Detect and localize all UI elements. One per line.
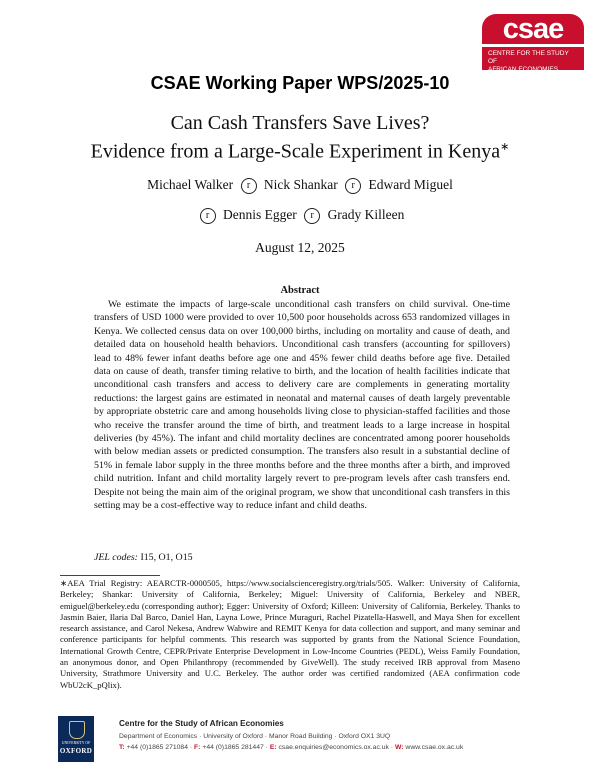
jel-label: JEL codes:	[94, 552, 138, 563]
fax-label: F:	[194, 743, 201, 751]
author-name: Edward Miguel	[368, 177, 453, 192]
phone-value: +44 (0)1865 271084	[126, 743, 188, 751]
csae-logo-line1: CENTRE FOR THE STUDY OF	[488, 50, 569, 65]
title-footnote-mark: ∗	[500, 141, 510, 153]
phone-label: T:	[119, 743, 125, 751]
web-link[interactable]: www.csae.ox.ac.uk	[405, 743, 464, 751]
footnote: ∗AEA Trial Registry: AEARCTR-0000505, https://www.socialscienceregistry.org/trials/505. Walker: University of California, Berkeley; Shankar: University of California, Berkeley; Miguel: University of California, Berkeley and NBER, emiguel@berkeley.edu (corresponding author); Egger: University of Oxford; Killeen: University of California, Berkeley. Thanks to Jasmin Baier, Ilaria Dal Barco, Daniel Han, Layna Lowe, Prince Muraguri, Rachel Pizatella-Haswell, and Maya Shen for excellent research assistance, and Carol Nekesa, Andrew Wabwire and REMIT Kenya for data collection and support, and many seminar and conference participants for helpful comments. This research was supported by grants from the National Science Foundation, International Growth Centre, CEPR/Private Enterprise Development in Low-Income Countries (PEDL), Weiss Family Foundation, an anonymous donor, and Open Philanthropy (recommended by GiveWell). The study received IRB approval from Maseno University, Strathmore University and U.C. Berkeley. The author order was certified randomized (AEA confirmation code WbU2cK_pQlix).	[60, 578, 520, 690]
footer-contacts: T: +44 (0)1865 271084 · F: +44 (0)1865 281447 · E: csae.enquiries@economics.ox.ac.uk · W: www.csae.ox.ac.uk	[119, 743, 464, 751]
abstract-text: We estimate the impacts of large-scale unconditional cash transfers on child survival. One-time transfers of USD 1000 were provided to over 10,500 poor households across 653 randomized villages in Kenya. We collected census data on over 100,000 births, including on mortality and cause of death, and detailed data on household health behaviors. Unconditional cash transfers (accounting for spillovers) lead to 48% fewer infant deaths before age one and 45% fewer child deaths before age five. Detailed data on cause of death, transfer timing relative to birth, and the location of health facilities indicate that unconditional cash transfers and access to delivery care are complements in generating mortality reductions: the largest gains are estimated in neonatal and maternal causes of death largely preventable by appropriate obstetric care and among households living close to physician-staffed facilities and those who receive the transfer around the time of birth, and treatment leads to a large increase in hospital deliveries (by 45%). The infant and child mortality declines are concentrated among poorer households with below median assets or predicted consumption. The transfers also result in a substantial decline of 51% in female labor supply in the three months before and the three months after a birth, and improved child nutrition. Infant and child mortality largely revert to pre-program levels after cash transfers end. Despite not being the main aim of the original program, we show that unconditional cash transfers in this setting may be a cost-effective way to reduce infant and child deaths.	[94, 299, 510, 512]
oxford-logo-line1: UNIVERSITY OF	[61, 741, 91, 745]
oxford-logo	[58, 716, 94, 762]
author-name: Dennis Egger	[222, 207, 297, 222]
email-label: E:	[269, 743, 277, 751]
working-paper-series: CSAE Working Paper WPS/2025-10	[150, 73, 450, 93]
csae-logo-line2: AFRICAN ECONOMIES	[488, 66, 559, 73]
title-line1: Can Cash Transfers Save Lives?	[170, 112, 430, 134]
footnote-rule	[60, 575, 160, 576]
paper-date: August 12, 2025	[255, 240, 345, 255]
author-name: Grady Killeen	[327, 207, 405, 222]
web-label: W:	[394, 743, 404, 751]
footer-address: Department of Economics · University of Oxford · Manor Road Building · Oxford OX1 3UQ	[119, 733, 391, 740]
jel-values: I15, O1, O15	[140, 552, 193, 563]
page-footer	[119, 719, 559, 753]
randomized-order-mark: r	[200, 208, 216, 224]
title-line2-text: Evidence from a Large-Scale Experiment in Kenya	[90, 140, 501, 163]
author-name: Nick Shankar	[263, 177, 338, 192]
csae-logo-word: csae	[482, 14, 584, 44]
title-line2	[0, 135, 600, 164]
author-name: Michael Walker	[147, 177, 234, 192]
oxford-crest-icon	[69, 721, 85, 739]
randomized-order-mark: r	[345, 178, 361, 194]
authors-line1	[0, 177, 600, 194]
randomized-order-mark: r	[304, 208, 320, 224]
authors-line2	[0, 207, 600, 224]
fax-value: +44 (0)1865 281447	[202, 743, 264, 751]
email-link[interactable]: csae.enquiries@economics.ox.ac.uk	[278, 743, 389, 751]
oxford-logo-line2: OXFORD	[59, 747, 93, 755]
paper-title	[0, 111, 600, 164]
csae-logo-caption	[482, 47, 584, 73]
randomized-order-mark: r	[241, 178, 257, 194]
csae-logo	[482, 13, 584, 73]
jel-codes	[94, 552, 510, 563]
footer-centre-name: Centre for the Study of African Economies	[119, 719, 284, 728]
abstract-heading: Abstract	[280, 285, 320, 296]
